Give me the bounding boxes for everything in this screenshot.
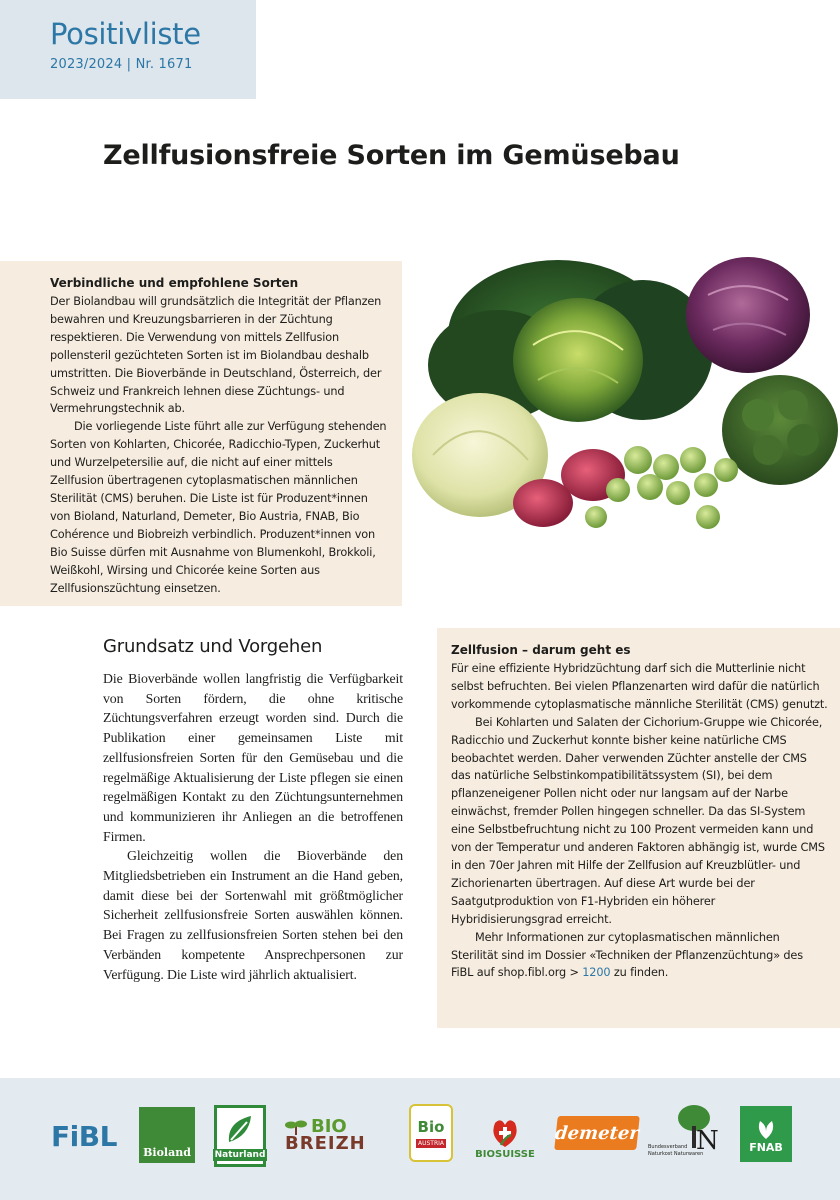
bioaustria-logo-text-top: Bio: [417, 1118, 445, 1136]
fnab-leaf-icon: [754, 1119, 778, 1141]
bioland-logo-text: Bioland: [143, 1146, 191, 1159]
fnab-logo: [740, 1106, 792, 1162]
biosuisse-logo-text: BIOSUISSE: [475, 1148, 535, 1160]
biobreizh-logo-text-top: BIO: [311, 1116, 347, 1137]
intro-box: [0, 261, 402, 606]
issue-number: 2023/2024 | Nr. 1671: [50, 57, 193, 73]
page-title: Zellfusionsfreie Sorten im Gemüsebau: [103, 140, 680, 171]
principles-paragraph: Die Bioverbände wollen langfristig die Verfügbarkeit von Sorten fördern, die ohne kritische Züchtungsverfahren erzeugt worden sind. Durch die Publikation einer gemeinsamen Liste mit zellfusionsfreien Sorten für den Gemüsebau und die regelmäßige Aktualisierung der Liste pflegen sie einen regelmäßigen Kontakt zu den Züchtungsunternehmen und kommunizieren ihr Anliegen an die betroffenen Firmen.: [103, 671, 403, 844]
cms-box: [437, 628, 840, 1028]
biosuisse-bud-icon: [487, 1115, 523, 1149]
footer-logo-bar: [0, 1078, 840, 1200]
demeter-logo: [554, 1116, 640, 1150]
principles-paragraph: Gleichzeitig wollen die Bioverbände den Mitgliedsbetrieben ein Instrument an die Hand geben, damit diese bei der Sortenwahl mit größtmöglicher Sicherheit zellfusionsfreie Sorten auswählen können. Bei Fragen zu zellfusionsfreien Sorten stehen bei den Verbänden kompetente Ansprechpersonen zur Verfügung. Die Liste wird jährlich aktualisiert.: [103, 848, 403, 982]
biosuisse-logo: [472, 1110, 538, 1164]
cms-paragraph: Für eine effiziente Hybridzüchtung darf sich die Mutterlinie nicht selbst befruchten. Bei vielen Pflanzenarten wird dafür die natürlich vorkommende cytoplasmatische männliche Sterilität (CMS) genutzt.: [451, 662, 828, 711]
cms-paragraph: [451, 929, 828, 983]
naturland-logo: [214, 1105, 266, 1167]
fibl-logo-text: FiBL: [51, 1119, 117, 1153]
cms-more-info-suffix: zu finden.: [610, 966, 669, 980]
vegetables-photo: [408, 255, 840, 555]
cms-heading: Zellfusion – darum geht es: [451, 643, 631, 657]
biobreizh-logo-text-bottom: BREIZH: [285, 1133, 366, 1154]
naturkost-logo-text-line2: Naturkost Naturwaren: [648, 1151, 704, 1157]
naturkost-letter: N: [696, 1126, 719, 1156]
naturkost-logo-text-line1: Bundesverband: [648, 1144, 688, 1150]
intro-paragraph: Der Biolandbau will grundsätzlich die Integrität der Pflanzen bewahren und Kreuzungsbarrieren in der Züchtung respektieren. Die Verwendung von mittels Zellfusion pollensteril gezüchteten Sorten ist im Biolandbau deshalb umstritten. Die Bioverbände in Deutschland, Österreich, der Schweiz und Frankreich lehnen diese Züchtungs- und Vermehrungstechnik ab.: [50, 295, 382, 416]
bioaustria-logo: [409, 1104, 453, 1162]
biobreizh-logo: [285, 1116, 389, 1156]
naturkost-logo: [648, 1104, 720, 1166]
fibl-logo: [48, 1118, 120, 1154]
naturland-leaf-icon: [223, 1112, 257, 1146]
bioland-logo: [139, 1107, 195, 1163]
dossier-link[interactable]: 1200: [582, 966, 611, 980]
fnab-logo-text: FNAB: [749, 1140, 783, 1154]
principles-heading: Grundsatz und Vorgehen: [103, 636, 323, 657]
naturland-logo-text: Naturland: [214, 1150, 266, 1160]
series-title: Positivliste: [50, 17, 201, 51]
intro-heading: Verbindliche und empfohlene Sorten: [50, 276, 299, 290]
demeter-logo-text: demeter: [554, 1122, 641, 1144]
principles-section: [103, 636, 403, 984]
cms-more-info-text: Mehr Informationen zur cytoplasmatischen männlichen Sterilität sind im Dossier «Techniken der Pflanzenzüchtung» des FiBL auf shop.fibl.org >: [451, 930, 803, 980]
intro-paragraph: Die vorliegende Liste führt alle zur Verfügung stehenden Sorten von Kohlarten, Chicorée, Radicchio-Typen, Zuckerhut und Wurzelpetersilie auf, die nicht auf einer mittels Zellfusion übertragenen cytoplasmatischen männlichen Sterilität (CMS) beruhen. Die Liste ist für Produzent*innen von Bioland, Naturland, Demeter, Bio Austria, FNAB, Bio Cohérence und Biobreizh verbindlich. Produzent*innen von Bio Suisse dürfen mit Ausnahme von Blumenkohl, Brokkoli, Weißkohl, Wirsing und Chicorée keine Sorten aus Zellfusionszüchtung einsetzen.: [50, 420, 387, 595]
header-box: [0, 0, 256, 99]
bioaustria-logo-text-bottom: AUSTRIA: [417, 1140, 444, 1147]
cms-paragraph: Bei Kohlarten und Salaten der Cichorium-Gruppe wie Chicorée, Radicchio und Zuckerhut konnte bisher keine natürliche CMS beobachtet werden. Daher verwenden Züchter anstelle der CMS das natürliche Selbstinkompatibilitätssystem (SI), bei dem pflanzeneigener Pollen nicht oder nur langsam auf der Narbe einwächst, fremder Pollen hingegen schneller. Da das SI-System eine Selbstbefruchtung nicht zu 100 Prozent vermeiden kann und von der Temperatur und anderen Faktoren abhängig ist, wurde CMS in den 70er Jahren mit Hilfe der Zellfusion auf Kreuzblütler- und Zichorienarten übertragen. Auf diese Art wurde bei der Saatgutproduktion von F1-Hybriden ein höherer Hybridisierungsgrad erreicht.: [451, 715, 825, 926]
